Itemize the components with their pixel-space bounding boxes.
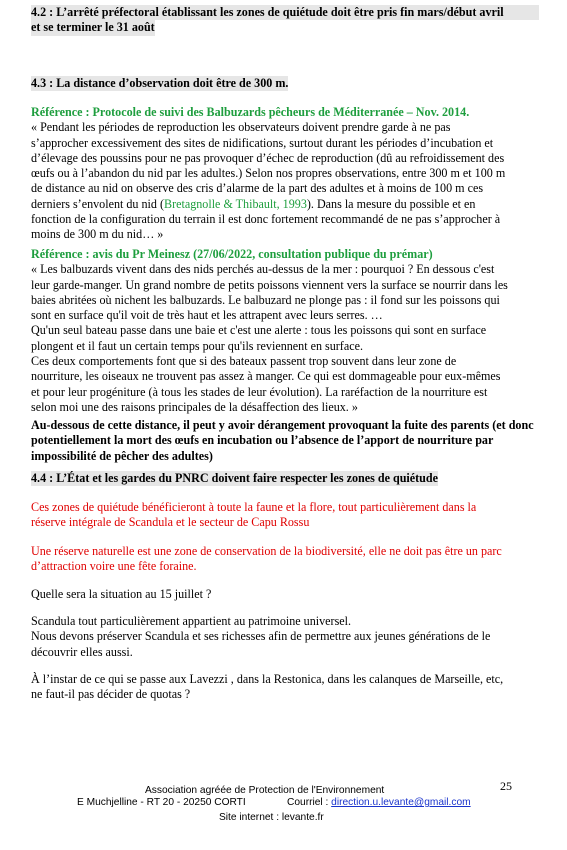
reference-2-line: plongent et il faut un certain temps pour qu'ils reviennent en surface. bbox=[31, 338, 363, 353]
reference-2-title: Référence : avis du Pr Meinesz (27/06/2022, consultation publique du prémar) bbox=[31, 247, 433, 261]
reference-1-line: fonction de la configuration du terrain il est donc fortement recommandé de ne pas s’approcher à bbox=[31, 212, 501, 227]
footer-website: Site internet : levante.fr bbox=[219, 812, 324, 823]
reference-2-line: et pour leur progéniture (à tous les stades de leur évolution). La raréfaction de la nourriture est bbox=[31, 384, 488, 399]
reference-1-line: « Pendant les périodes de reproduction les observateurs doivent prendre garde à ne pas bbox=[31, 120, 451, 135]
scandula-line: découvrir elles aussi. bbox=[31, 644, 133, 659]
footer-email-label: Courriel : bbox=[287, 797, 332, 808]
section-4-3 bbox=[31, 76, 288, 91]
reference-1-line: s’approcher excessivement des sites de nidifications, surtout durant les périodes d’incubation et bbox=[31, 135, 494, 150]
red-line: Une réserve naturelle est une zone de conservation de la biodiversité, elle ne doit pas être un parc bbox=[31, 544, 502, 558]
conclusion-line: Au-dessous de cette distance, il peut y avoir dérangement provoquant la fuite des parents (et donc bbox=[31, 418, 534, 432]
reference-1-line: œufs ou à l’abandon du nid par les adultes.) Selon nos propres observations, entre 300 m et 100 m bbox=[31, 166, 506, 181]
question-line: Quelle sera la situation au 15 juillet ? bbox=[31, 587, 212, 601]
conclusion-line: potentiellement la mort des œufs en incubation ou l’absence de l’apport de nourriture par bbox=[31, 433, 494, 448]
reference-1 bbox=[31, 105, 539, 243]
reference-1-text: derniers s’envolent du nid ( bbox=[31, 196, 164, 211]
reference-2-line: selon moi une des raisons principales de la désaffection des lieux. » bbox=[31, 399, 358, 414]
reference-1-text: ). Dans la mesure du possible et en bbox=[306, 196, 476, 211]
reference-1-line: d’élevage des poussins pour ne pas provoquer d’échec de reproduction (dû au refroidissement des bbox=[31, 150, 505, 165]
section-4-4-heading: 4.4 : L’État et les gardes du PNRC doivent faire respecter les zones de quiétude bbox=[31, 471, 439, 485]
footer-email bbox=[287, 796, 471, 809]
red-line: Ces zones de quiétude bénéficieront à toute la faune et la flore, tout particulièrement dans la bbox=[31, 500, 477, 514]
quotas-paragraph bbox=[31, 672, 539, 703]
july-question bbox=[31, 587, 211, 602]
section-4-2-heading-line2: et se terminer le 31 août bbox=[31, 20, 155, 35]
section-4-2 bbox=[31, 5, 539, 36]
reference-2-line: Qu'un seul bateau passe dans une baie et c'est une alerte : tous les poissons qui sont en surface bbox=[31, 323, 487, 338]
scandula-line: Nous devons préserver Scandula et ses richesses afin de permettre aux jeunes générations de le bbox=[31, 629, 491, 644]
quietude-benefits bbox=[31, 500, 539, 531]
section-4-2-heading-line1: 4.2 : L’arrêté préfectoral établissant les zones de quiétude doit être pris fin mars/début avril bbox=[31, 5, 539, 20]
conclusion-line: impossibilité de pêcher des adultes) bbox=[31, 448, 213, 463]
page-number: 25 bbox=[500, 779, 512, 793]
reference-2-line: Ces deux comportements font que si des bateaux passent trop souvent dans leur zone de bbox=[31, 354, 457, 369]
reference-2 bbox=[31, 247, 539, 415]
reserve-definition bbox=[31, 544, 539, 575]
red-line: réserve intégrale de Scandula et le secteur de Capu Rossu bbox=[31, 515, 310, 530]
reference-2-line: « Les balbuzards vivent dans des nids perchés au-dessus de la mer : pourquoi ? En dessous c'est bbox=[31, 262, 495, 277]
reference-2-line: sont en surface qu'il voit de très haut et les attrapent avec leurs serres. … bbox=[31, 308, 383, 323]
reference-2-line: nourriture, les oiseaux ne trouvent pas assez à manger. Ce qui est dommageable pour eux-mêmes bbox=[31, 369, 501, 384]
email-link[interactable]: direction.u.levante@gmail.com bbox=[331, 797, 471, 808]
reference-2-line: baies abritées où nichent les balbuzards. Le balbuzard ne plonge pas : il fond sur les poissons qui bbox=[31, 292, 500, 307]
footer-address: E Muchjelline - RT 20 - 20250 CORTI bbox=[77, 797, 246, 808]
reference-2-line: leur garde-manger. Un grand nombre de petits poissons viennent vers la surface se nourrir dans les bbox=[31, 277, 508, 292]
scandula-line: Scandula tout particulièrement appartient au patrimoine universel. bbox=[31, 614, 352, 628]
scandula-paragraph bbox=[31, 614, 539, 660]
reference-1-line: de distance au nid on observe des cris d’alarme de la part des adultes et à moins de 100 m ces bbox=[31, 181, 484, 196]
distance-conclusion bbox=[31, 418, 539, 464]
quotas-line: ne faut-il pas décider de quotas ? bbox=[31, 687, 191, 702]
red-line: d’attraction voire une fête foraine. bbox=[31, 559, 197, 574]
citation-bretagnolle: Bretagnolle & Thibault, 1993 bbox=[164, 196, 307, 211]
footer-association: Association agréée de Protection de l'Environnement bbox=[145, 785, 385, 796]
section-4-4 bbox=[31, 471, 438, 486]
quotas-line: À l’instar de ce qui se passe aux Lavezzi , dans la Restonica, dans les calanques de Marseille, etc, bbox=[31, 672, 504, 686]
reference-1-line bbox=[31, 197, 539, 212]
reference-1-line: moins de 300 m du nid… » bbox=[31, 227, 164, 242]
section-4-3-heading: 4.3 : La distance d’observation doit être de 300 m. bbox=[31, 76, 289, 90]
reference-1-title: Référence : Protocole de suivi des Balbuzards pêcheurs de Méditerranée – Nov. 2014. bbox=[31, 105, 470, 119]
